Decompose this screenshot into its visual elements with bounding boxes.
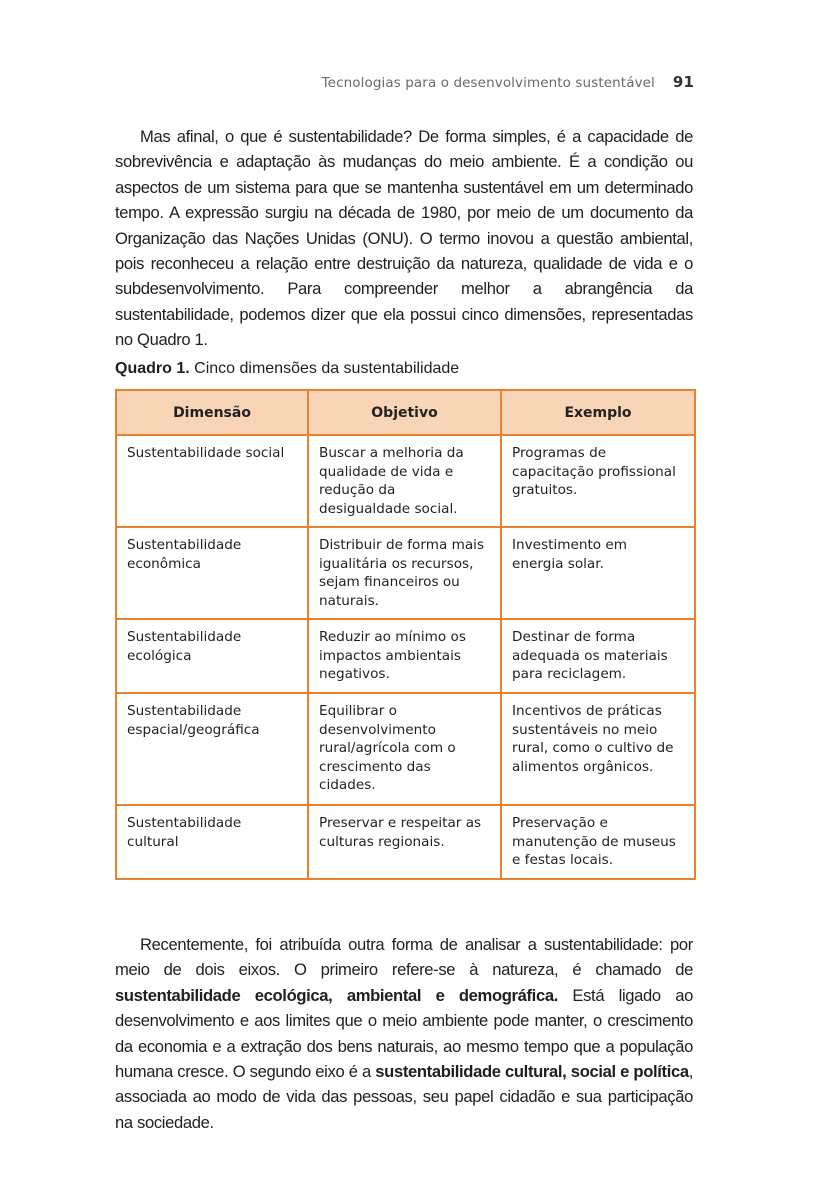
cell-objective: Reduzir ao mínimo os impactos ambientais negativos. <box>308 619 501 693</box>
cell-dimension: Sustentabilidade ecológica <box>116 619 308 693</box>
bold-term-cultural: sustentabilidade cultural, social e política <box>375 1062 689 1082</box>
table-row <box>116 805 695 879</box>
cell-objective: Distribuir de forma mais igualitária os recursos, sejam financeiros ou naturais. <box>308 527 501 619</box>
text-segment: , associada ao modo de vida das pessoas, seu papel cidadão e sua participação na sociedade. <box>115 1062 693 1132</box>
text-segment: Está ligado ao desenvolvimento e aos limites que o meio ambiente pode manter, o crescimento da economia e a extração dos bens naturais, ao mesmo tempo que a população humana cresce. O segundo eixo é a <box>115 985 693 1082</box>
paragraph-text: Mas afinal, o que é sustentabilidade? De forma simples, é a capacidade de sobrevivência e adaptação às mudanças do meio ambiente. É a condição ou aspectos de um sistema para que se mantenha sustentável em um determinado tempo. A expressão surgiu na década de 1980, por meio de um documento da Organização das Nações Unidas (ONU). O termo inovou a questão ambiental, pois reconheceu a relação entre destruição da natureza, qualidade de vida e o subdesenvolvimento. Para compreender melhor a abrangência da sustentabilidade, podemos dizer que ela possui cinco dimensões, representadas no Quadro 1. <box>115 127 693 350</box>
axes-paragraph <box>115 932 693 1135</box>
cell-dimension: Sustentabilidade espacial/geográfica <box>116 693 308 805</box>
cell-objective: Equilibrar o desenvolvimento rural/agrícola com o crescimento das cidades. <box>308 693 501 805</box>
header-exemplo: Exemplo <box>501 390 695 435</box>
cell-example: Incentivos de práticas sustentáveis no meio rural, como o cultivo de alimentos orgânicos. <box>501 693 695 805</box>
running-header <box>0 73 694 91</box>
caption-text: Cinco dimensões da sustentabilidade <box>194 360 460 377</box>
table-row <box>116 619 695 693</box>
cell-dimension: Sustentabilidade econômica <box>116 527 308 619</box>
cell-dimension: Sustentabilidade social <box>116 435 308 527</box>
text-segment: Recentemente, foi atribuída outra forma de analisar a sustentabilidade: por meio de dois eixos. O primeiro refere-se à natureza, é chamado de <box>115 935 693 980</box>
cell-example: Programas de capacitação profissional gratuitos. <box>501 435 695 527</box>
table-caption <box>115 360 459 378</box>
cell-dimension: Sustentabilidade cultural <box>116 805 308 879</box>
paragraph-text <box>115 932 693 1135</box>
caption-label: Quadro 1. <box>115 360 190 377</box>
header-objetivo: Objetivo <box>308 390 501 435</box>
intro-paragraph <box>115 124 693 353</box>
bold-term-ecological: sustentabilidade ecológica, ambiental e demográfica. <box>115 985 558 1005</box>
table-row <box>116 527 695 619</box>
chapter-title: Tecnologias para o desenvolvimento sustentável <box>321 75 655 91</box>
table-row <box>116 435 695 527</box>
cell-objective: Buscar a melhoria da qualidade de vida e redução da desigualdade social. <box>308 435 501 527</box>
cell-objective: Preservar e respeitar as culturas regionais. <box>308 805 501 879</box>
dimensions-table <box>115 389 696 880</box>
page-number: 91 <box>672 73 694 91</box>
cell-example: Preservação e manutenção de museus e festas locais. <box>501 805 695 879</box>
cell-example: Destinar de forma adequada os materiais para reciclagem. <box>501 619 695 693</box>
table-header-row <box>116 390 695 435</box>
cell-example: Investimento em energia solar. <box>501 527 695 619</box>
table-row <box>116 693 695 805</box>
header-dimensao: Dimensão <box>116 390 308 435</box>
